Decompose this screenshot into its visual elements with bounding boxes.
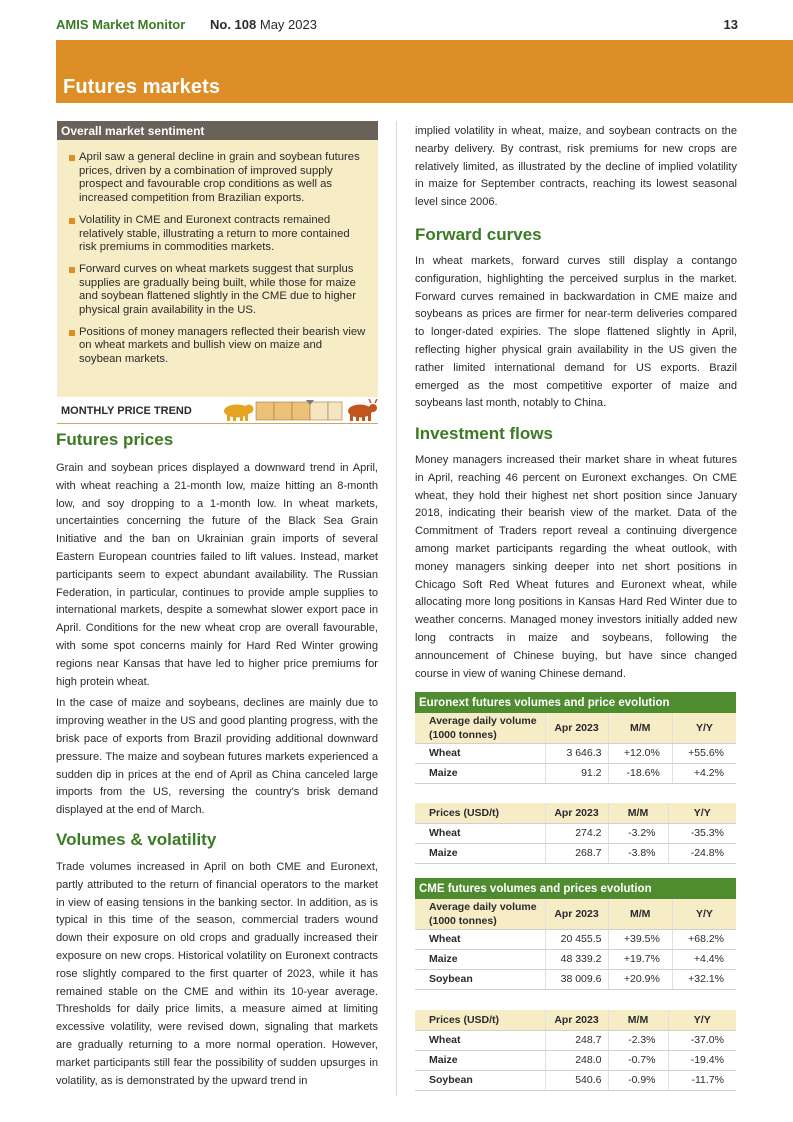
- bullet-icon: [69, 267, 75, 273]
- futures-prices-body: [56, 460, 378, 824]
- market-sentiment-box: [57, 121, 378, 397]
- table-row: Maize 48 339.2 +19.7% +4.4%: [415, 949, 736, 969]
- futures-prices-heading: Futures prices: [56, 430, 174, 449]
- investment-flows-heading: Investment flows: [415, 424, 553, 443]
- table-row: Wheat 20 455.5 +39.5% +68.2%: [415, 929, 736, 949]
- issue-date: May 2023: [259, 17, 317, 32]
- page-header: [56, 17, 738, 35]
- paragraph: Grain and soybean prices displayed a downward trend in April, with wheat reaching a 21-month low, maize hitting an 8-month low, and soy dropping to a 1-month low. In wheat markets, uncertainties concerning the future of the Black Sea Grain Initiative and the ban on Ukrainian grain imports of several Eastern European countries failed to lift values. Instead, market participants seem to expect abundant availability. The Russian Federation, in particular, continues to provide ample supplies to international markets, despite a somewhat slower export pace in April. Conditions for the new wheat crop are overall favourable, with some spot concerns mainly for Hard Red Winter growing regions near Kansas that have led to higher price premiums for high protein wheat.: [56, 462, 378, 688]
- bear-icon: [224, 405, 254, 422]
- bullet-icon: [69, 330, 75, 336]
- bullet-icon: [69, 155, 75, 161]
- table-header: Average daily volume (1000 tonnes) Apr 2023 M/M Y/Y: [415, 899, 736, 929]
- paragraph: Trade volumes increased in April on both CME and Euronext, partly attributed to the return of financial operators to the market in view of easing tensions in the banking sector. In addition, as is typical in this time of the season, commercial traders wound down their exposure on old crops and gradually increased their exposure on new crops. Historical volatility on Euronext contracts rose slightly compared to the first quarter of 2023, while it has remained stable on the CME and within its 10-year average. Thresholds for daily price limits, a measure aimed at limiting excessive volatility, were revised down, signaling that markets are gradually returning to a more normal operation. However, market participants still fear the possibility of sudden upsurges in volatility, as is demonstrated by the upward trend in: [56, 861, 378, 1087]
- paragraph: In the case of maize and soybeans, declines are mainly due to improving weather in the US and good planting progress, with the brisk pace of exports from Brazil providing additional downward pressure. The maize and soybean futures markets experienced a sudden dip in prices at the end of April as China canceled large imports from the US, reversing the country's brisk demand displayed at the end of March.: [56, 697, 378, 817]
- bullet-icon: [69, 218, 75, 224]
- table-row: Maize 268.7 -3.8% -24.8%: [415, 843, 736, 863]
- table-row: Maize 91.2 -18.6% +4.2%: [415, 763, 736, 783]
- volumes-volatility-heading: Volumes & volatility: [56, 830, 217, 849]
- page-number: 13: [723, 17, 738, 32]
- euronext-volume-table: [415, 692, 736, 784]
- forward-curves-heading: Forward curves: [415, 225, 542, 244]
- sentiment-title: Overall market sentiment: [57, 121, 378, 140]
- trend-scale: [256, 400, 342, 420]
- table-row: Soybean 540.6 -0.9% -11.7%: [415, 1070, 736, 1090]
- table-title: CME futures volumes and prices evolution: [415, 878, 736, 899]
- list-item: Volatility in CME and Euronext contracts remained relatively stable, illustrating a return to more contained risk premiums in commodities markets.: [69, 214, 366, 255]
- list-item: Forward curves on wheat markets suggest that surplus supplies are gradually being built, while those for maize and soybean flattened slightly in the CME due to higher physical grain availability in the US.: [69, 263, 366, 318]
- section-banner: [56, 40, 793, 103]
- bull-icon: [348, 399, 377, 421]
- forward-curves-body: [415, 253, 737, 417]
- table-row: Wheat 248.7 -2.3% -37.0%: [415, 1030, 736, 1050]
- monthly-price-trend: [57, 399, 378, 424]
- investment-flows-body: [415, 452, 737, 687]
- volatility-continued: [415, 123, 737, 216]
- table-header: Average daily volume (1000 tonnes) Apr 2023 M/M Y/Y: [415, 713, 736, 743]
- table-row: Soybean 38 009.6 +20.9% +32.1%: [415, 969, 736, 989]
- sentiment-list: [57, 140, 378, 367]
- column-divider: [396, 121, 397, 1096]
- issue-info: [210, 17, 317, 32]
- trend-gauge: [220, 399, 378, 425]
- cme-price-table: [415, 1010, 736, 1091]
- table-row: Wheat 3 646.3 +12.0% +55.6%: [415, 743, 736, 763]
- list-item: Positions of money managers reflected their bearish view on wheat markets and bullish view on maize and soybean markets.: [69, 326, 366, 367]
- table-row: Wheat 274.2 -3.2% -35.3%: [415, 823, 736, 843]
- euronext-price-table: [415, 803, 736, 864]
- trend-label: MONTHLY PRICE TREND: [61, 405, 192, 417]
- table-header: Prices (USD/t) Apr 2023 M/M Y/Y: [415, 803, 736, 823]
- volumes-volatility-body: [56, 859, 378, 1094]
- table-row: Maize 248.0 -0.7% -19.4%: [415, 1050, 736, 1070]
- section-title: Futures markets: [63, 76, 221, 98]
- table-header: Prices (USD/t) Apr 2023 M/M Y/Y: [415, 1010, 736, 1030]
- paragraph: In wheat markets, forward curves still display a contango configuration, highlighting the perceived surplus in the market. Forward curves remained in backwardation in CME maize and soybeans as prices are firmer for near-term deliveries compared to longer-dated expiries. The slope flattened slightly in April, reflecting higher physical grain availability in the US given the rather limited international demand for US exports. Brazil emerged as the most competitive exporter of maize and soybeans last month, notably to China.: [415, 255, 737, 410]
- publication-title: AMIS Market Monitor: [56, 17, 186, 32]
- paragraph: implied volatility in wheat, maize, and soybean contracts on the nearby delivery. By contrast, risk premiums for new crops are relatively limited, as illustrated by the decline of implied volatility in maize for September contracts, reaching its lowest seasonal level since 2006.: [415, 125, 737, 209]
- list-item: April saw a general decline in grain and soybean futures prices, driven by a combination of improved supply prospect and favourable crop conditions as well as increased competition from Brazilian exports.: [69, 151, 366, 206]
- table-title: Euronext futures volumes and price evolution: [415, 692, 736, 713]
- issue-number: No. 108: [210, 17, 257, 32]
- cme-volume-table: [415, 878, 736, 990]
- paragraph: Money managers increased their market share in wheat futures in April, reaching 46 percent on Euronext exchanges. On CME wheat, they hold their highest net short position since January 2018, indicating their bearish view of the market. Data of the Commitment of Traders report reveal a continuing divergence among market participants regarding the wheat outlook, with money managers sinking deeper into net short positions in Chicago Soft Red Wheat futures and Euronext wheat, while allocating more long positions in Kansas Hard Red Winter due to weather concerns. Managed money investors initially added new long contracts in maize and soybeans, following the announcement of Chinese buying, but have since changed course in view of waning Chinese demand.: [415, 454, 737, 680]
